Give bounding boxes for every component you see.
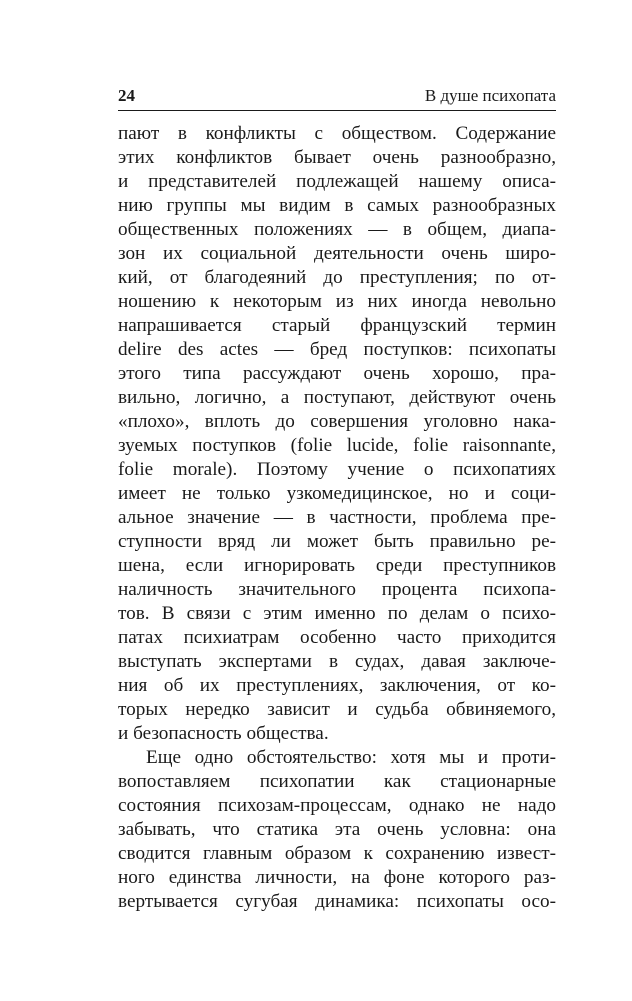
text-line: забывать, что статика эта очень условна: она [118,819,556,840]
running-title: В душе психопата [424,86,556,105]
text-line: вопоставляем психопатии как стационарные [118,771,556,792]
body-text [118,122,556,914]
text-line: и безопасность общества. [118,723,329,744]
text-line: вильно, логично, а поступают, действуют очень [118,387,556,408]
text-line: ступности вряд ли может быть правильно ре- [118,531,556,552]
page-number: 24 [118,86,135,105]
text-line: вертывается сугубая динамика: психопаты осо- [118,891,556,912]
text-line: этого типа рассуждают очень хорошо, пра- [118,363,556,384]
text-line: ния об их преступлениях, заключения, от ко- [118,675,556,696]
text-line: ного единства личности, на фоне которого раз- [118,867,556,888]
text-line: зуемых поступков (folie lucide, folie raisonnante, [118,435,556,456]
text-line: Еще одно обстоятельство: хотя мы и проти- [146,747,556,768]
text-line: зон их социальной деятельности очень широ- [118,243,556,264]
paragraph [118,122,556,746]
text-line: альное значение — в частности, проблема пре- [118,507,556,528]
text-line: состояния психозам-процессам, однако не надо [118,795,556,816]
text-line: кий, от благодеяний до преступления; по от- [118,267,556,288]
text-line: тов. В связи с этим именно по делам о психо- [118,603,556,624]
text-line: нию группы мы видим в самых разнообразных [118,195,556,216]
text-line: пают в конфликты с обществом. Содержание [118,123,556,144]
paragraph [118,746,556,914]
running-header [118,86,556,111]
text-line: общественных положениях — в общем, диапа- [118,219,556,240]
text-line: folie morale). Поэтому учение о психопатиях [118,459,556,480]
text-line: напрашивается старый французский термин [118,315,556,336]
text-line: патах психиатрам особенно часто приходится [118,627,556,648]
text-line: торых нередко зависит и судьба обвиняемого, [118,699,556,720]
text-line: шена, если игнорировать среди преступников [118,555,556,576]
text-line: имеет не только узкомедицинское, но и соци- [118,483,556,504]
text-line: выступать экспертами в судах, давая заключе- [118,651,556,672]
text-line: наличность значительного процента психопа- [118,579,556,600]
text-line: delire des actes — бред поступков: психопаты [118,339,556,360]
text-line: сводится главным образом к сохранению извест- [118,843,556,864]
text-line: ношению к некоторым из них иногда невольно [118,291,556,312]
text-line: «плохо», вплоть до совершения уголовно нака- [118,411,556,432]
text-line: и представителей подлежащей нашему описа- [118,171,556,192]
text-line: этих конфликтов бывает очень разнообразно, [118,147,556,168]
